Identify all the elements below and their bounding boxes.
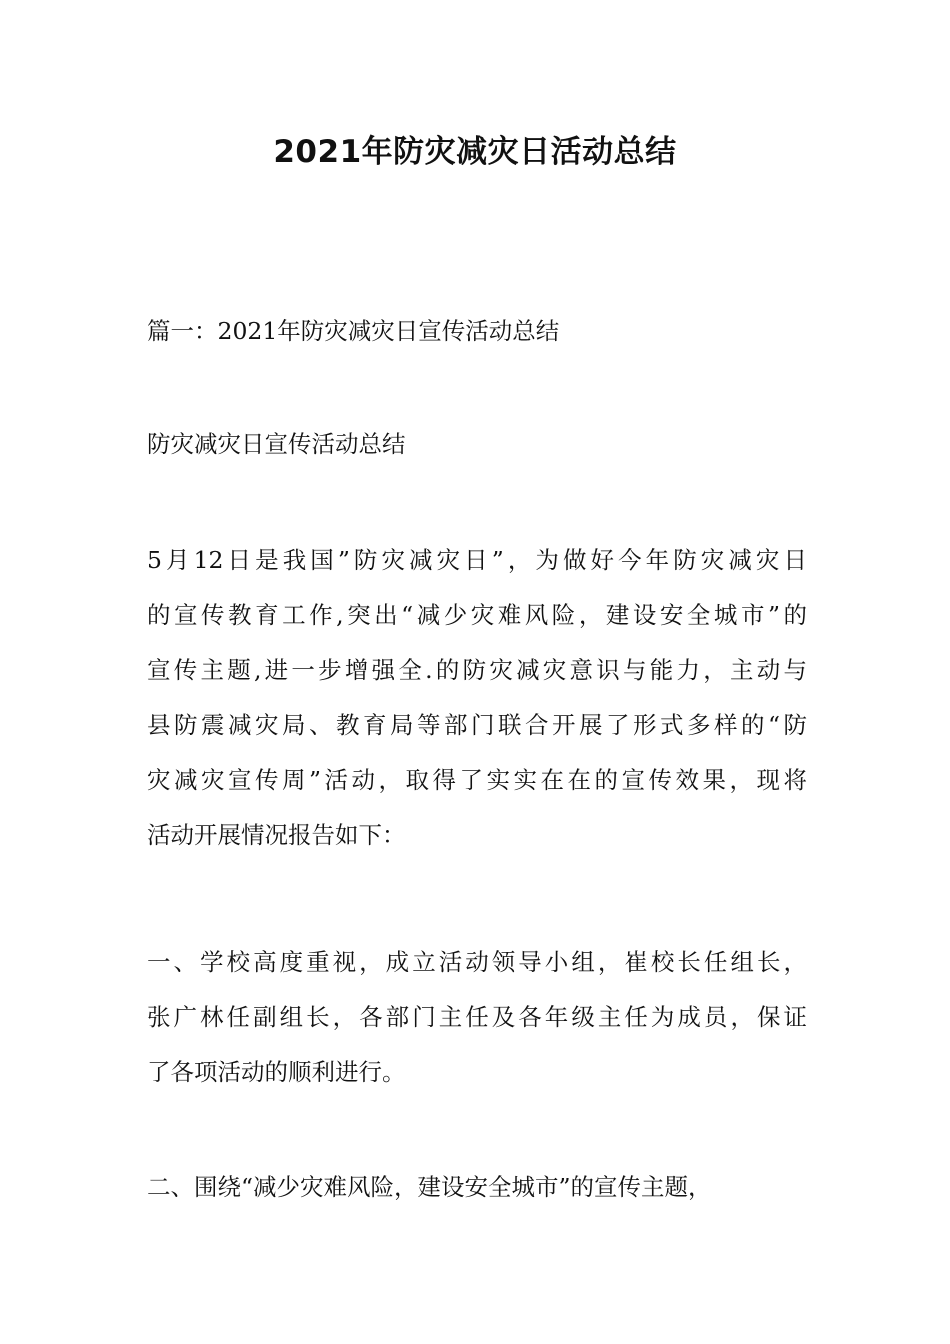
paragraph-line: 的宣传教育工作,突出“减少灾难风险，建设安全城市”的 [147, 601, 807, 629]
paragraph-line: 二、围绕“减少灾难风险，建设安全城市”的宣传主题， [147, 1173, 712, 1201]
paragraph-intro [147, 533, 807, 863]
document-subtitle: 防灾减灾日宣传活动总结 [147, 430, 406, 458]
section-heading: 篇一：2021年防灾减灾日宣传活动总结 [147, 317, 560, 345]
paragraph-line: 宣传主题,进一步增强全.的防灾减灾意识与能力，主动与 [147, 656, 807, 684]
paragraph-line: 灾减灾宣传周”活动，取得了实实在在的宣传效果，现将 [147, 766, 807, 794]
paragraph-line: 张广林任副组长，各部门主任及各年级主任为成员，保证 [147, 1003, 807, 1031]
paragraph-item-one [147, 935, 807, 1100]
paragraph-line: 活动开展情况报告如下： [147, 821, 406, 849]
paragraph-line: 5月12日是我国”防灾减灾日”，为做好今年防灾减灾日 [147, 546, 807, 574]
paragraph-line: 一、学校高度重视，成立活动领导小组，崔校长任组长， [147, 948, 807, 976]
paragraph-line: 县防震减灾局、教育局等部门联合开展了形式多样的“防 [147, 711, 807, 739]
paragraph-line: 了各项活动的顺利进行。 [147, 1058, 406, 1086]
document-title: 2021年防灾减灾日活动总结 [273, 134, 677, 170]
paragraph-item-two [147, 1160, 807, 1215]
